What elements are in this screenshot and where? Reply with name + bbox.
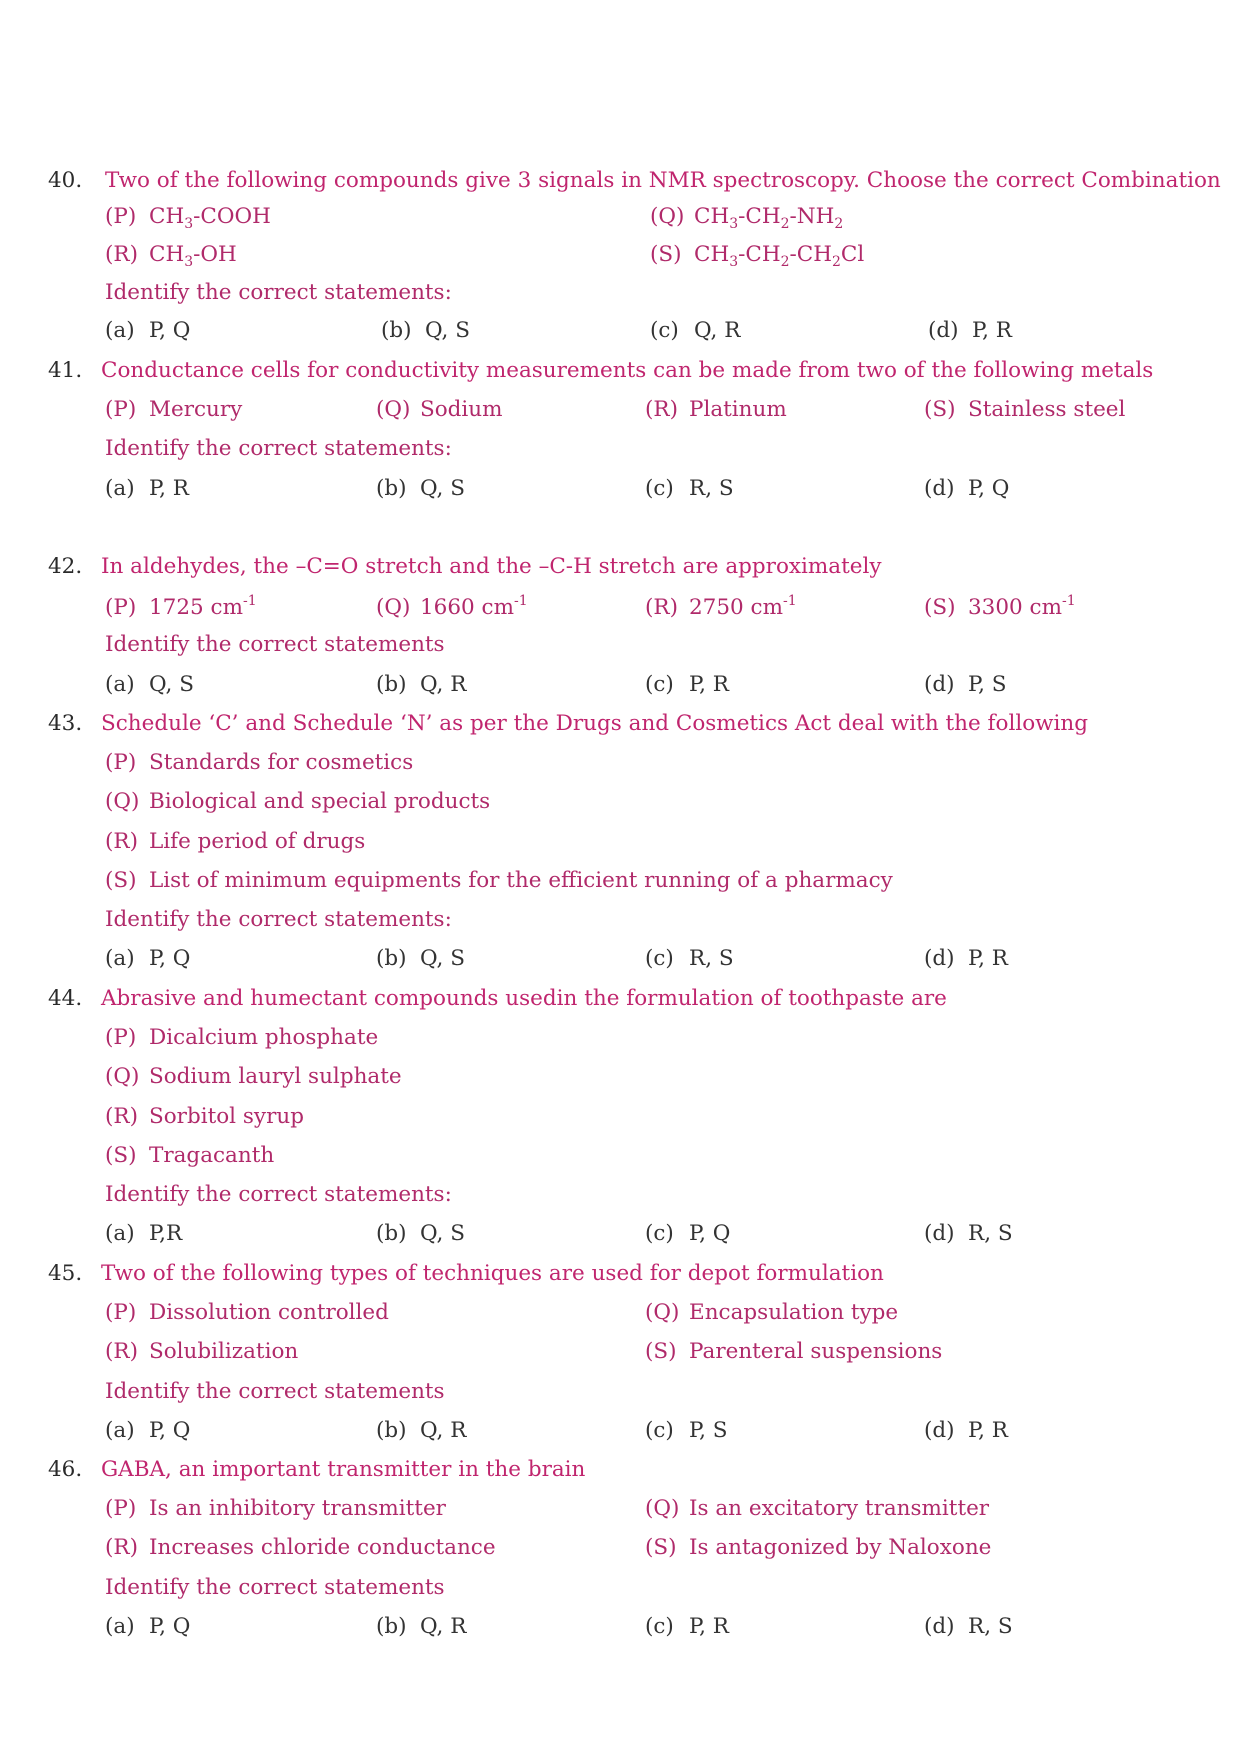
option-s: (S) Stainless steel [924,397,1126,422]
answer-b: (b) Q, S [376,946,465,971]
answer-c: (c) Q, R [650,318,741,343]
answer-c: (c) R, S [645,946,734,971]
answer-c: (c) P, R [645,1614,729,1639]
option-s: (S) List of minimum equipments for the efficient running of a pharmacy [105,868,893,893]
option-p: (P) 1725 $cm^{-1}$ [105,593,257,620]
option-r: (R) Sorbitol syrup [105,1104,304,1129]
option-s: (S) Is antagonized by Naloxone [645,1535,992,1560]
answer-c: (c) P, S [645,1418,728,1443]
option-q: (Q) Is an excitatory transmitter [645,1496,990,1521]
question-number: 40. [48,168,83,193]
question-stem: 41. Conductance cells for conductivity measurements can be made from two of the following metals [48,358,1154,383]
option-s: (S) 3300 $cm^{-1}$ [924,593,1076,620]
option-q: (Q) $CH_3-CH_2-NH_2$ [650,204,844,232]
answer-b: (b) Q, S [376,476,465,501]
option-r: (R) Solubilization [105,1339,299,1364]
answer-d: (d) P, R [928,318,1012,343]
question-number: 45. [48,1261,83,1286]
option-q: (Q) Encapsulation type [645,1300,899,1325]
question-number: 46. [48,1457,83,1482]
answer-b: (b) Q, S [376,1221,465,1246]
answer-b: (b) Q, R [376,1614,467,1639]
answer-d: (d) R, S [924,1614,1013,1639]
answer-a: (a) P, Q [105,946,191,971]
answer-d: (d) R, S [924,1221,1013,1246]
identify-prompt: Identify the correct statements [105,1575,445,1600]
option-r: (R) 2750 $cm^{-1}$ [645,593,797,620]
answer-a: (a) P, Q [105,1614,191,1639]
question-stem: 40. Two of the following compounds give 3 signals in NMR spectroscopy. Choose the correct Combination [48,168,1221,193]
option-p: (P) Standards for cosmetics [105,750,414,775]
question-number: 41. [48,358,83,383]
option-p: (P) Dicalcium phosphate [105,1025,379,1050]
identify-prompt: Identify the correct statements: [105,907,452,932]
answer-b: (b) Q, S [381,318,470,343]
answer-c: (c) P, Q [645,1221,731,1246]
identify-prompt: Identify the correct statements [105,1379,445,1404]
identify-prompt: Identify the correct statements: [105,1182,452,1207]
answer-c: (c) P, R [645,672,729,697]
option-r: (R) Increases chloride conductance [105,1535,496,1560]
answer-d: (d) P, Q [924,476,1010,501]
question-number: 44. [48,986,83,1011]
answer-a: (a) P,R [105,1221,183,1246]
question-stem: 45. Two of the following types of techniques are used for depot formulation [48,1261,884,1286]
question-stem: 43. Schedule ‘C’ and Schedule ‘N’ as per the Drugs and Cosmetics Act deal with the following [48,711,1089,736]
answer-b: (b) Q, R [376,672,467,697]
option-p: (P) Dissolution controlled [105,1300,389,1325]
option-p: (P) Mercury [105,397,243,422]
answer-b: (b) Q, R [376,1418,467,1443]
option-s: (S) Parenteral suspensions [645,1339,943,1364]
option-p: (P) Is an inhibitory transmitter [105,1496,446,1521]
question-stem: 44. Abrasive and humectant compounds usedin the formulation of toothpaste are [48,986,947,1011]
option-p: (P) $CH_3$-COOH [105,204,271,232]
answer-a: (a) P, Q [105,318,191,343]
answer-c: (c) R, S [645,476,734,501]
answer-a: (a) Q, S [105,672,194,697]
identify-prompt: Identify the correct statements [105,632,445,657]
answer-d: (d) P, R [924,946,1008,971]
option-s: (S) $CH_3-CH_2-CH_2Cl$ [650,242,865,270]
answer-a: (a) P, Q [105,1418,191,1443]
identify-prompt: Identify the correct statements: [105,280,452,305]
answer-d: (d) P, S [924,672,1007,697]
answer-a: (a) P, R [105,476,189,501]
question-number: 43. [48,711,83,736]
option-q: (Q) Sodium [376,397,503,422]
question-stem: 46. GABA, an important transmitter in the brain [48,1457,586,1482]
option-s: (S) Tragacanth [105,1143,275,1168]
option-q: (Q) Sodium lauryl sulphate [105,1064,402,1089]
option-r: (R) $CH_3-OH$ [105,242,237,270]
option-r: (R) Life period of drugs [105,829,366,854]
option-q: (Q) Biological and special products [105,789,491,814]
answer-d: (d) P, R [924,1418,1008,1443]
identify-prompt: Identify the correct statements: [105,436,452,461]
question-stem: 42. In aldehydes, the –C=O stretch and the –C-H stretch are approximately [48,554,882,579]
option-r: (R) Platinum [645,397,787,422]
option-q: (Q) 1660 $cm^{-1}$ [376,593,528,620]
question-number: 42. [48,554,83,579]
